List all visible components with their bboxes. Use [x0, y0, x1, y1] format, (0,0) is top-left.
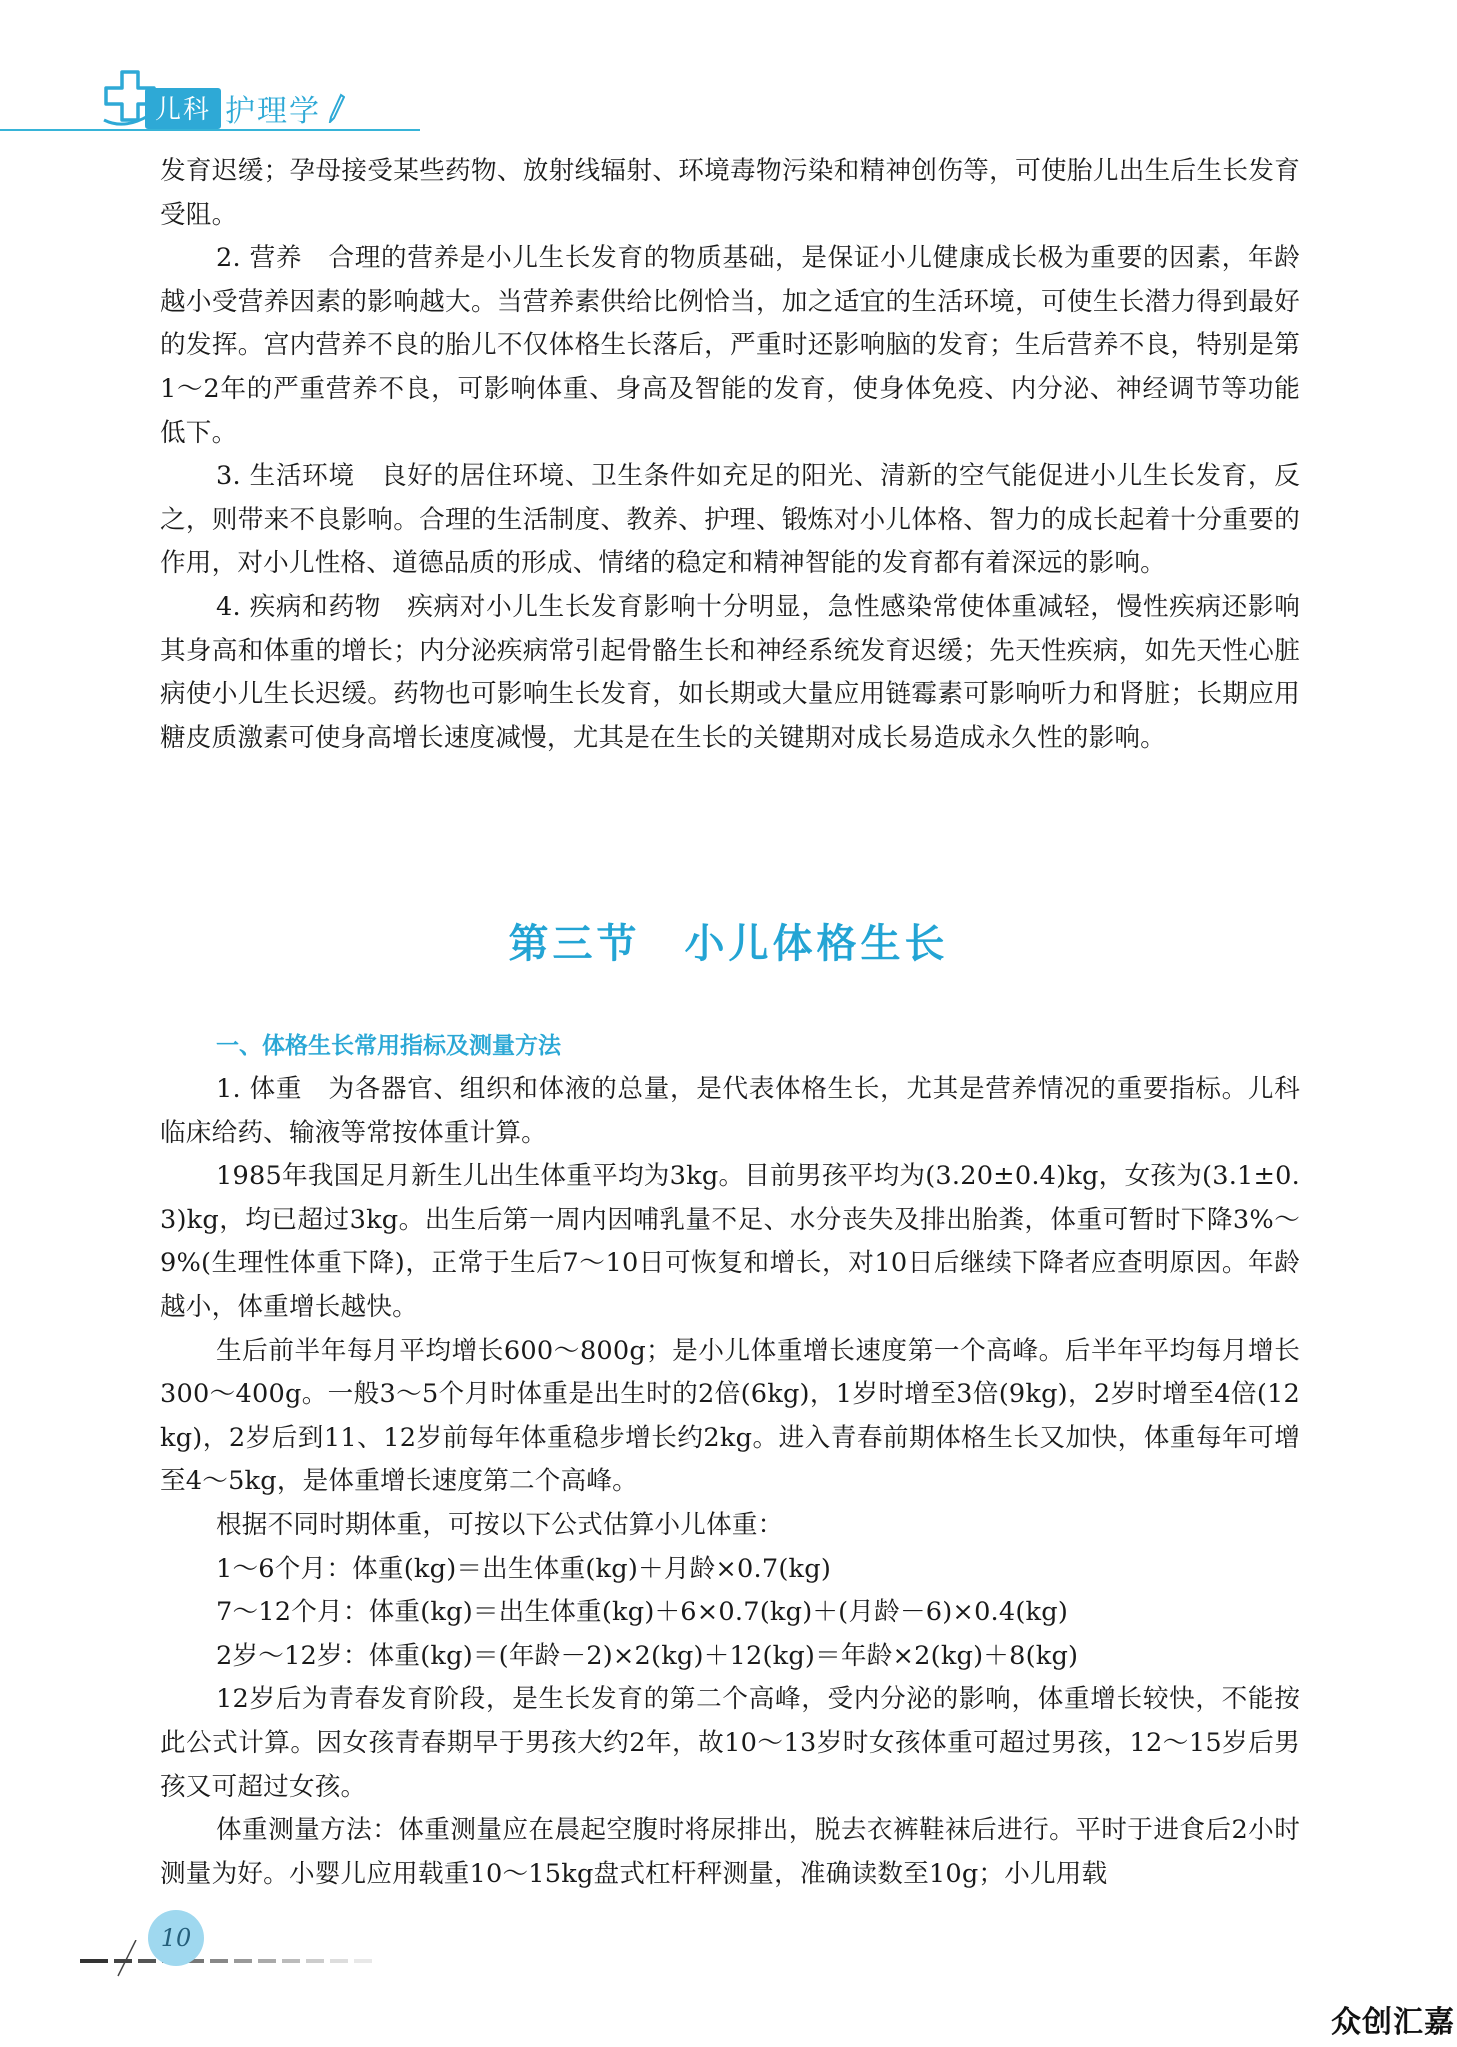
page-number: 10 [160, 1924, 192, 1952]
paragraph-birth-weight: 1985年我国足月新生儿出生体重平均为3kg。目前男孩平均为(3.20±0.4)kg，女孩为(3.1±0.3)kg，均已超过3kg。出生后第一周内因哺乳量不足、水分丧失及排出胎粪，体重可暂时下降3%～9%(生理性体重下降)，正常于生后7～10日可恢复和增长，对10日后继续下降者应查明原因。年龄越小，体重增长越快。 [160, 1161, 1300, 1322]
paragraph-formula-intro: 根据不同时期体重，可按以下公式估算小儿体重： [216, 1509, 784, 1540]
paragraph-weight-growth: 生后前半年每月平均增长600～800g；是小儿体重增长速度第一个高峰。后半年平均每月增长300～400g。一般3～5个月时体重是出生时的2倍(6kg)，1岁时增至3倍(9kg)，2岁时增至4倍(12kg)，2岁后到11、12岁前每年体重稳步增长约2kg。进入青春前期体格生长又加快，体重每年可增至4～5kg，是体重增长速度第二个高峰。 [160, 1335, 1300, 1497]
section-title: 第三节 小儿体格生长 [508, 921, 949, 967]
paragraph-disease-drugs: 4. 疾病和药物 疾病对小儿生长发育影响十分明显，急性感染常使体重减轻，慢性疾病还影响其身高和体重的增长；内分泌疾病常引起骨骼生长和神经系统发育迟缓；先天性疾病，如先天性心脏病使小儿生长迟缓。药物也可影响生长发育，如长期或大量应用链霉素可影响听力和肾脏；长期应用糖皮质激素可使身高增长速度减慢，尤其是在生长的关键期对成长易造成永久性的影响。 [160, 591, 1300, 753]
paragraph-adolescence: 12岁后为青春发育阶段，是生长发育的第二个高峰，受内分泌的影响，体重增长较快，不能按此公式计算。因女孩青春期早于男孩大约2年，故10～13岁时女孩体重可超过男孩，12～15岁后男孩又可超过女孩。 [160, 1684, 1300, 1802]
pen-icon [327, 93, 345, 123]
page-number-badge [148, 1910, 204, 1966]
content-block-2 [160, 1026, 1300, 1896]
paragraph-nutrition: 2. 营养 合理的营养是小儿生长发育的物质基础，是保证小儿健康成长极为重要的因素，年龄越小受营养因素的影响越大。当营养素供给比例恰当，加之适宜的生活环境，可使生长潜力得到最好的发挥。宫内营养不良的胎儿不仅体格生长落后，严重时还影响脑的发育；生后营养不良，特别是第1～2年的严重营养不良，可影响体重、身高及智能的发育，使身体免疫、内分泌、神经调节等功能低下。 [160, 243, 1300, 448]
formula-1-6-months: 1～6个月：体重(kg)＝出生体重(kg)＋月龄×0.7(kg) [216, 1553, 832, 1584]
page-header [0, 0, 1457, 140]
watermark: 众创汇嘉 [1331, 2005, 1455, 2040]
content-block-1 [160, 150, 1300, 760]
formula-2-12-years: 2岁～12岁：体重(kg)＝(年龄－2)×2(kg)＋12(kg)＝年龄×2(kg)＋8(kg) [216, 1640, 1079, 1671]
formula-7-12-months: 7～12个月：体重(kg)＝出生体重(kg)＋6×0.7(kg)＋(月龄－6)×0.4(kg) [216, 1597, 1069, 1628]
book-title [145, 88, 345, 128]
book-title-highlight: 儿科 [145, 88, 221, 129]
subsection-title: 一、体格生长常用指标及测量方法 [216, 1033, 561, 1059]
paragraph-continuation: 发育迟缓；孕母接受某些药物、放射线辐射、环境毒物污染和精神创伤等，可使胎儿出生后生长发育受阻。 [160, 156, 1300, 230]
paragraph-measurement: 体重测量方法：体重测量应在晨起空腹时将尿排出，脱去衣裤鞋袜后进行。平时于进食后2小时测量为好。小婴儿应用载重10～15kg盘式杠杆秤测量，准确读数至10g；小儿用载 [160, 1815, 1300, 1889]
paragraph-environment: 3. 生活环境 良好的居住环境、卫生条件如充足的阳光、清新的空气能促进小儿生长发育，反之，则带来不良影响。合理的生活制度、教养、护理、锻炼对小儿体格、智力的成长起着十分重要的作用，对小儿性格、道德品质的形成、情绪的稳定和精神智能的发育都有着深远的影响。 [160, 461, 1300, 579]
paragraph-weight-def: 1. 体重 为各器官、组织和体液的总量，是代表体格生长，尤其是营养情况的重要指标。儿科临床给药、输液等常按体重计算。 [160, 1074, 1300, 1148]
book-title-rest: 护理学 [225, 94, 322, 129]
footer-dashes [80, 1940, 400, 1980]
header-rule [0, 129, 420, 131]
